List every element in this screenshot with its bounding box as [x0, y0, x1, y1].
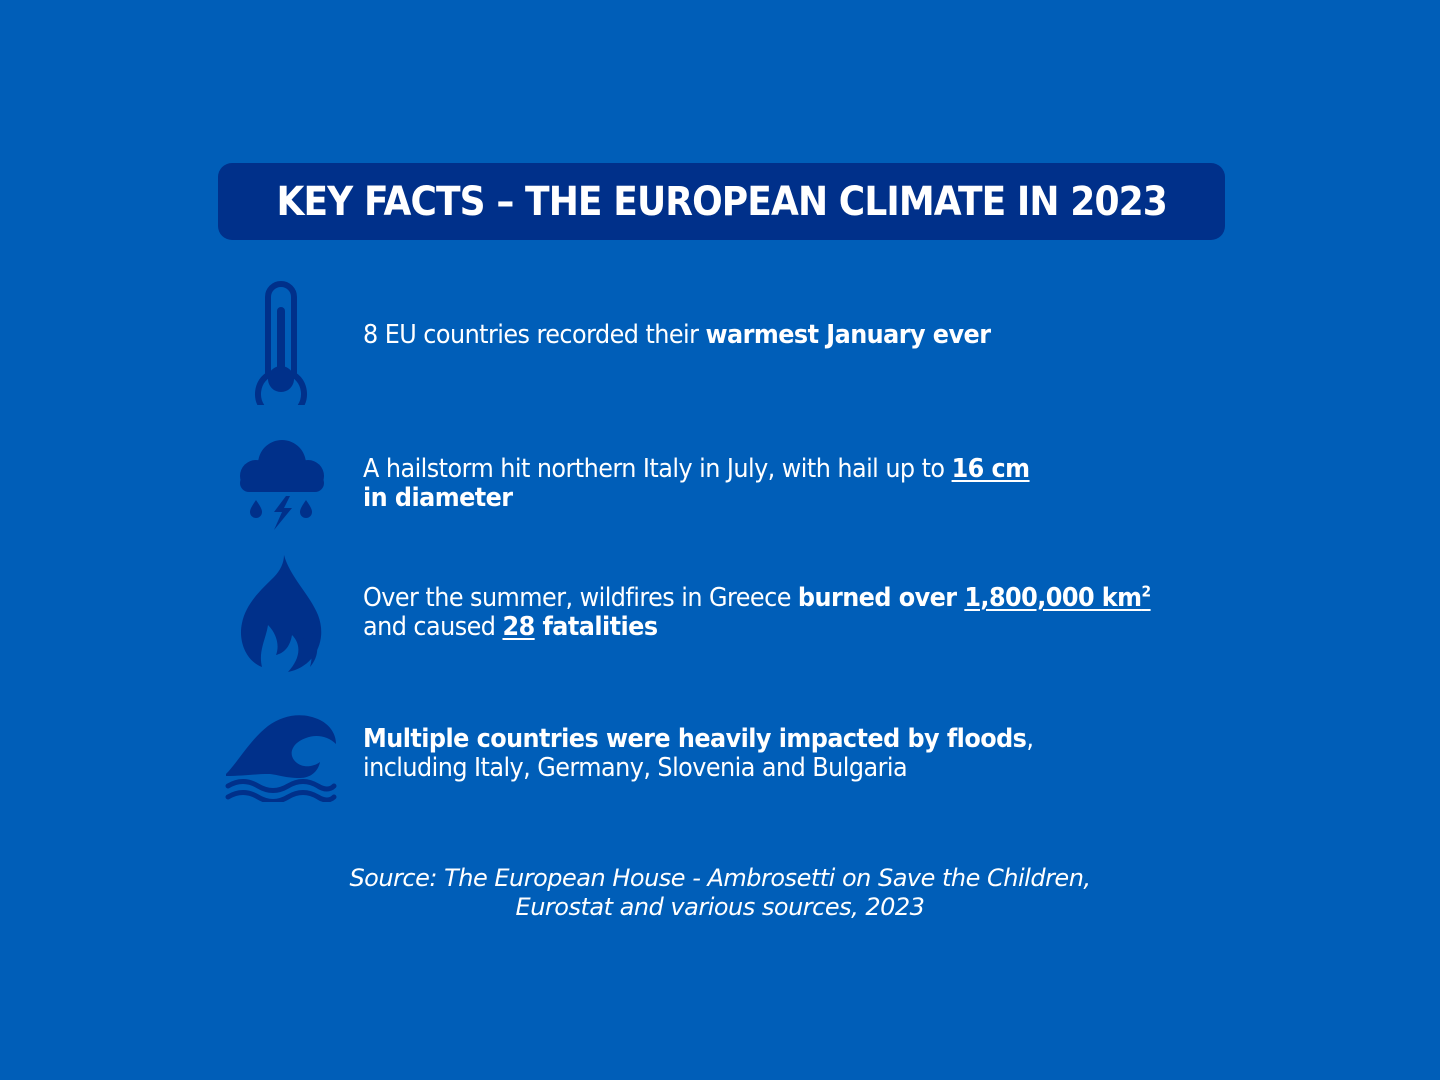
fact-bold-underlined: 28: [502, 612, 535, 642]
fact-hailstorm: [363, 455, 1030, 513]
fact-text: 8 EU countries recorded their: [363, 320, 706, 350]
fact-bold: warmest January ever: [705, 320, 991, 350]
fact-text: ,: [1026, 724, 1034, 754]
title-banner: [218, 163, 1225, 240]
fact-text: and caused: [363, 612, 503, 642]
flood-wave-icon: [224, 712, 338, 802]
source-note: [220, 864, 1220, 922]
fact-bold: in diameter: [363, 483, 513, 513]
fact-bold-underlined: 16 cm: [951, 454, 1030, 484]
fact-text: including Italy, Germany, Slovenia and Bulgaria: [363, 753, 908, 783]
fact-text: Over the summer, wildfires in Greece: [363, 583, 798, 613]
fact-text: A hailstorm hit northern Italy in July, with hail up to: [363, 454, 952, 484]
fact-superscript: 2: [1141, 582, 1151, 601]
fact-bold: Multiple countries were heavily impacted by floods: [363, 724, 1027, 754]
source-line-1: Source: The European House - Ambrosetti on Save the Children,: [349, 864, 1091, 892]
fact-bold-underlined: 1,800,000 km: [964, 583, 1142, 613]
fact-wildfires: [363, 584, 1151, 642]
fact-bold: burned over: [797, 583, 965, 613]
hail-storm-cloud-icon: [234, 438, 330, 530]
fact-warmest-january: [363, 321, 990, 350]
thermometer-icon: [252, 281, 310, 405]
source-line-2: Eurostat and various sources, 2023: [515, 893, 925, 921]
fact-floods: [363, 725, 1033, 783]
fact-bold: fatalities: [534, 612, 658, 642]
page-title: KEY FACTS – THE EUROPEAN CLIMATE IN 2023: [276, 178, 1167, 225]
fire-icon: [240, 555, 324, 673]
